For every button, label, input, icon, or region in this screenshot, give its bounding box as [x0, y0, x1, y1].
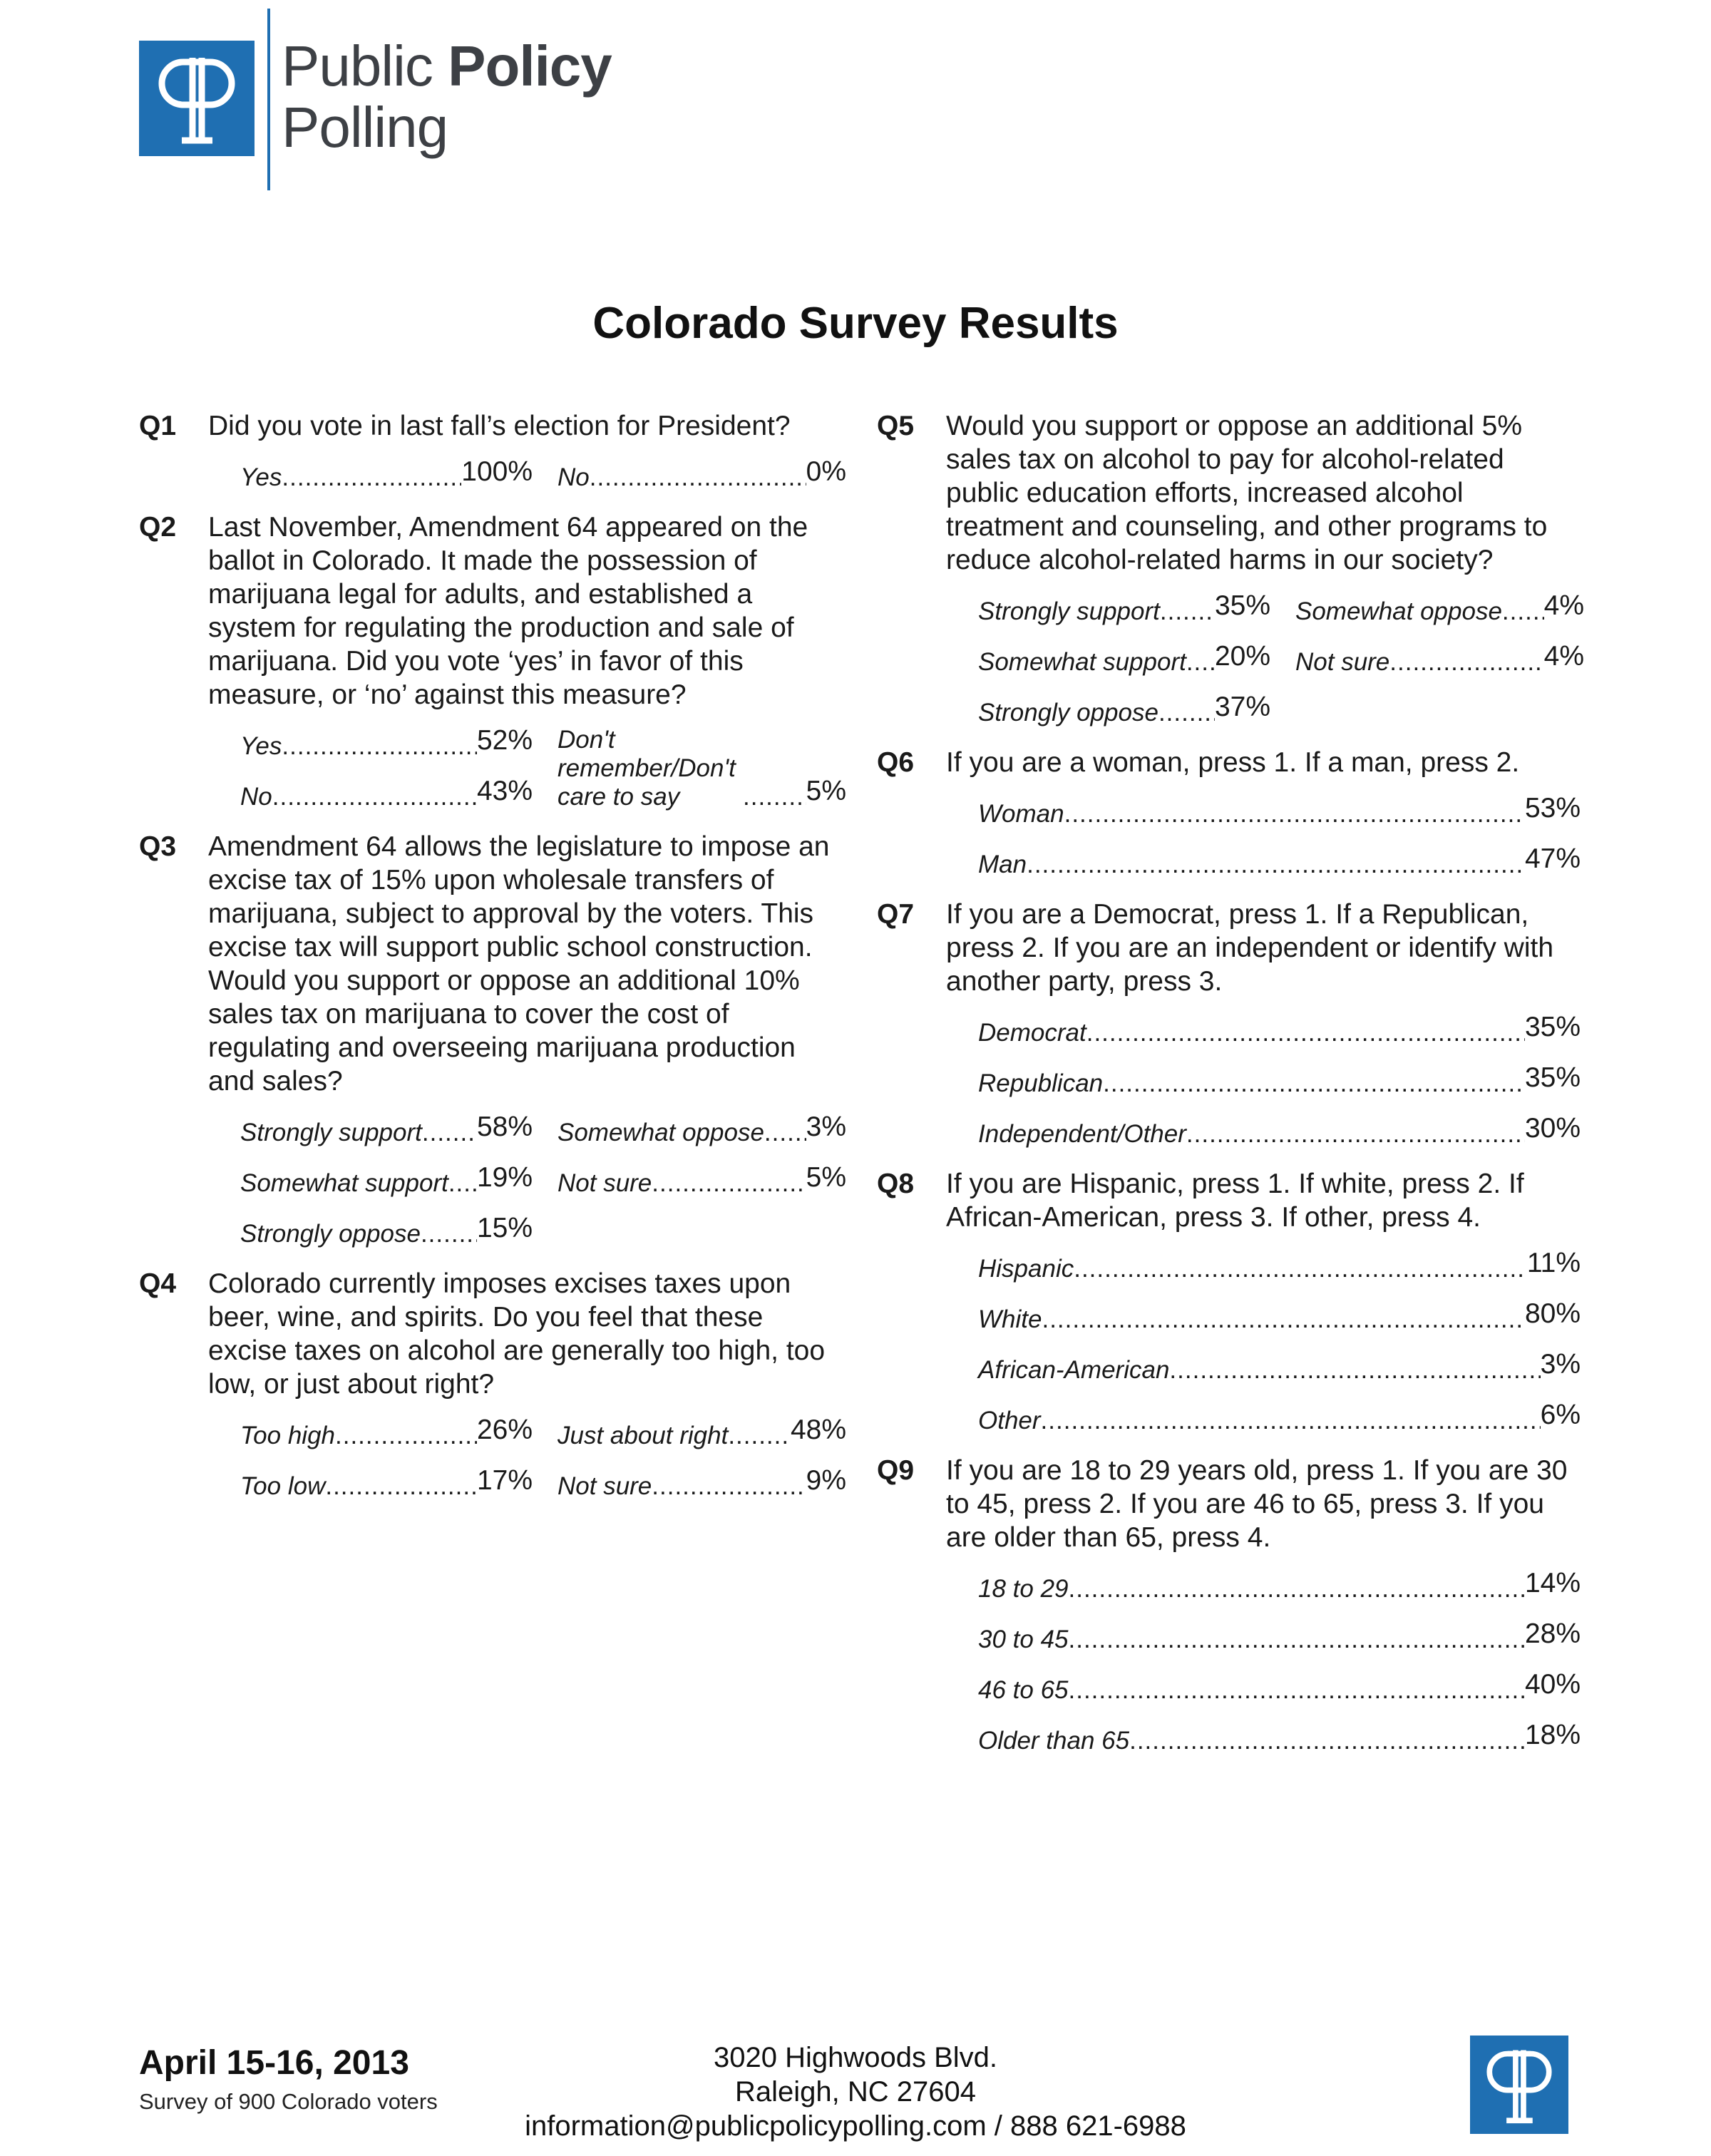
question-text: Would you support or oppose an additional 5% sales tax on alcohol to pay for alcohol-related public education efforts, increased alcohol treatment and counseling, and other programs to reduce alcohol-related harms in our society?: [946, 411, 1548, 575]
answer-item: Democrat ..... 35%: [978, 1007, 1581, 1057]
logo-wordmark: Public Policy Polling: [282, 34, 612, 159]
answer-list: [240, 451, 845, 502]
answer-item: Other ..... 6%: [978, 1395, 1581, 1445]
question-number: Q3: [139, 831, 177, 862]
answer-item: Too low ..... 17%: [240, 1460, 533, 1511]
question-q3: [139, 830, 845, 1258]
answer-item: Not sure ..... 4%: [1295, 636, 1584, 687]
question-q9: [877, 1454, 1583, 1765]
answer-item: Somewhat oppose ..... 3%: [558, 1107, 846, 1157]
question-q6: [877, 746, 1583, 889]
question-q8: [877, 1167, 1583, 1445]
contact-line: information@publicpolicypolling.com / 888 621-6988: [525, 2110, 1186, 2142]
answer-item: Strongly oppose ..... 15%: [240, 1208, 533, 1258]
answer-item: Man ..... 47%: [978, 838, 1581, 889]
answer-item: 30 to 45 ..... 28%: [978, 1613, 1581, 1664]
answer-item: Not sure ..... 5%: [558, 1157, 846, 1208]
question-text: Last November, Amendment 64 appeared on the ballot in Colorado. It made the possession of marijuana legal for adults, and established a system for regulating the production and sale of marijuana. Did you vote ‘yes’ in favor of this measure, or ‘no’ against this measure?: [208, 512, 808, 710]
ppp-logo-mark-icon: [1470, 2036, 1568, 2134]
survey-sample: Survey of 900 Colorado voters: [139, 2089, 438, 2114]
ppp-logo-mark: [139, 41, 255, 156]
page-title: Colorado Survey Results: [592, 299, 1119, 348]
left-column: [139, 409, 845, 1519]
answer-item: Independent/Other ..... 30%: [978, 1108, 1581, 1159]
question-number: Q2: [139, 512, 177, 543]
answer-item: No ..... 0%: [558, 451, 846, 502]
question-text: If you are 18 to 29 years old, press 1. If you are 30 to 45, press 2. If you are 46 to 65, press 3. If you are older than 65, press 4.: [946, 1455, 1568, 1553]
answer-list: [240, 1107, 845, 1258]
question-number: Q5: [877, 411, 915, 441]
question-number: Q7: [877, 899, 915, 930]
footer-address: [499, 2040, 1212, 2143]
answer-item: Yes ..... 52%: [240, 720, 533, 771]
question-number: Q6: [877, 747, 915, 778]
question-q5: [877, 409, 1583, 737]
answer-item: Republican ..... 35%: [978, 1057, 1581, 1108]
answer-item: White ..... 80%: [978, 1293, 1581, 1344]
answer-list: [978, 1007, 1583, 1159]
answer-item: Somewhat support ..... 20%: [978, 636, 1270, 687]
answer-item: Don't remember/Don't care to say ..... 5%: [558, 720, 846, 821]
question-q2: [139, 510, 845, 821]
answer-item: Somewhat support ..... 19%: [240, 1157, 533, 1208]
ppp-logo: [139, 9, 652, 190]
answer-list: [240, 1410, 845, 1511]
answer-item: Older than 65 ..... 18%: [978, 1715, 1581, 1765]
answer-item: Yes ..... 100%: [240, 451, 533, 502]
answer-item: No ..... 43%: [240, 771, 533, 821]
question-text: Amendment 64 allows the legislature to impose an excise tax of 15% upon wholesale transfers of marijuana, subject to approval by the voters. This excise tax will support public school construction. Would you support or oppose an additional 10% sales tax on marijuana to cover the cost of regulating and overseeing marijuana production and sales?: [208, 831, 830, 1097]
answer-list: [240, 720, 845, 821]
answer-item: Somewhat oppose ..... 4%: [1295, 585, 1584, 636]
question-text: Did you vote in last fall’s election for President?: [208, 411, 791, 441]
answer-list: [978, 788, 1583, 889]
question-text: If you are a Democrat, press 1. If a Republican, press 2. If you are an independent or identify with another party, press 3.: [946, 899, 1554, 997]
answer-list: [978, 1243, 1583, 1445]
answer-item: 18 to 29 ..... 14%: [978, 1563, 1581, 1613]
answer-item: 46 to 65 ..... 40%: [978, 1664, 1581, 1715]
address-line: Raleigh, NC 27604: [735, 2076, 976, 2108]
answer-item: Strongly support ..... 35%: [978, 585, 1270, 636]
question-number: Q1: [139, 411, 177, 441]
answer-item: Strongly support ..... 58%: [240, 1107, 533, 1157]
question-text: If you are a woman, press 1. If a man, press 2.: [946, 747, 1520, 778]
logo-divider: [267, 9, 270, 190]
question-number: Q9: [877, 1455, 915, 1486]
question-number: Q4: [139, 1268, 177, 1299]
answer-list: [978, 1563, 1583, 1765]
survey-date: April 15-16, 2013: [139, 2044, 409, 2082]
address-line: 3020 Highwoods Blvd.: [713, 2042, 998, 2073]
answer-item: Strongly oppose ..... 37%: [978, 687, 1270, 737]
question-q4: [139, 1267, 845, 1511]
answer-item: Not sure ..... 9%: [558, 1460, 846, 1511]
answer-item: African-American ..... 3%: [978, 1344, 1581, 1395]
question-text: Colorado currently imposes excises taxes upon beer, wine, and spirits. Do you feel that these excise taxes on alcohol are generally too high, too low, or just about right?: [208, 1268, 826, 1400]
answer-list: [978, 585, 1583, 737]
question-text: If you are Hispanic, press 1. If white, press 2. If African-American, press 3. If other, press 4.: [946, 1169, 1524, 1233]
answer-item: Too high ..... 26%: [240, 1410, 533, 1460]
answer-item: Hispanic ..... 11%: [978, 1243, 1581, 1293]
question-number: Q8: [877, 1169, 915, 1199]
question-q1: [139, 409, 845, 502]
right-column: [877, 409, 1583, 1774]
answer-item: Just about right ..... 48%: [558, 1410, 846, 1460]
question-q7: [877, 898, 1583, 1159]
answer-item: Woman ..... 53%: [978, 788, 1581, 838]
